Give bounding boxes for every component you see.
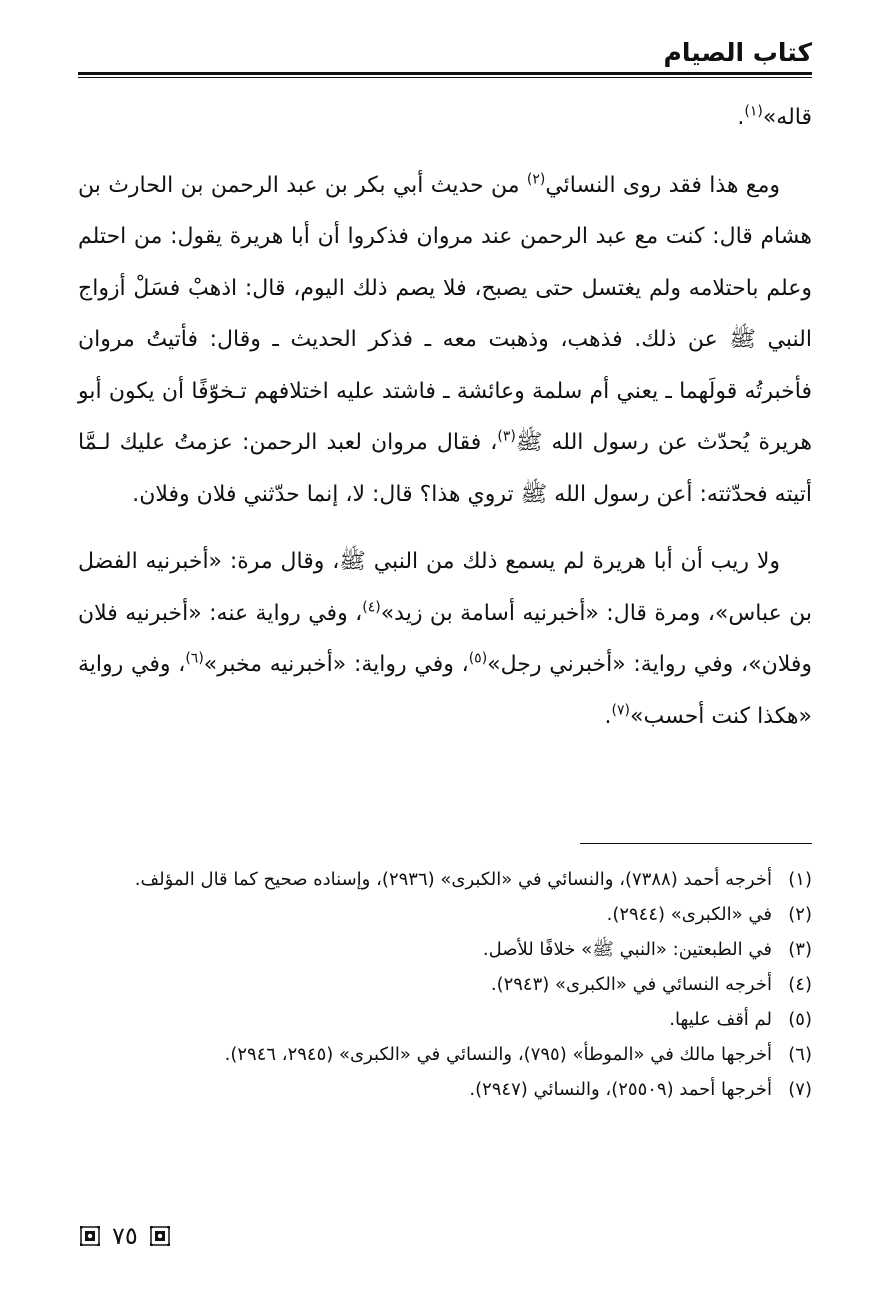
footnote-ref-5: (٥) <box>468 650 488 667</box>
footnote-number: (٦) <box>788 1044 812 1065</box>
footnote-number: (٥) <box>788 1009 812 1030</box>
paragraph-3-a: ولا ريب أن أبا هريرة لم يسمع ذلك من النبي ﷺ، وقال مرة: «أخبرنيه الفضل بن عباس»، ومرة قال: «أخبرنيه أسامة بن زيد» <box>78 549 812 626</box>
ornament-icon <box>150 1226 170 1246</box>
footnote-4 <box>78 967 812 1002</box>
footnote-ref-3: (٣) <box>497 428 516 445</box>
paragraph-1-text: قاله» <box>762 105 812 130</box>
footnote-6 <box>78 1037 812 1072</box>
footnote-number: (٢) <box>788 904 812 925</box>
paragraph-3-d: ، وفي رواية «هكذا كنت أحسب» <box>78 652 812 729</box>
page-number: ٧٥ <box>112 1222 138 1250</box>
paragraph-3-b: ، وفي رواية عنه: «أخبرنيه فلان وفلان»، وفي رواية: «أخبرني رجل» <box>78 600 812 677</box>
footnote-text: أخرجها أحمد (٢٥٥٠٩)، والنسائي (٢٩٤٧). <box>469 1079 772 1100</box>
footnote-separator <box>580 843 812 844</box>
header-rule-thin <box>78 77 812 78</box>
footnote-2 <box>78 897 812 932</box>
footnote-1 <box>78 862 812 897</box>
footnote-ref-6: (٦) <box>185 650 204 667</box>
footnote-text: أخرجه أحمد (٧٣٨٨)، والنسائي في «الكبرى» (٢٩٣٦)، وإسناده صحيح كما قال المؤلف. <box>134 869 772 890</box>
paragraph-1-end: . <box>737 105 745 130</box>
paragraph-3-e: . <box>604 703 612 729</box>
page-header <box>78 36 812 78</box>
footnote-ref-1: (١) <box>744 103 763 120</box>
page-number-block <box>80 1222 170 1250</box>
footnote-ref-2: (٢) <box>526 171 546 188</box>
paragraph-3 <box>78 536 812 742</box>
running-head-title: كتاب الصيام <box>663 38 812 67</box>
ornament-icon <box>80 1226 100 1246</box>
footnote-number: (١) <box>788 869 812 890</box>
footnote-text: في الطبعتين: «النبي ﷺ» خلافًا للأصل. <box>482 939 772 960</box>
paragraph-1 <box>78 92 812 144</box>
footnote-ref-4: (٤) <box>362 599 381 616</box>
paragraph-3-c: ، وفي رواية: «أخبرنيه مخبر» <box>203 652 469 677</box>
main-text <box>78 92 812 742</box>
footnote-7 <box>78 1072 812 1107</box>
footnote-text: لم أقف عليها. <box>669 1009 772 1030</box>
footnote-text: أخرجه النسائي في «الكبرى» (٢٩٤٣). <box>490 974 772 995</box>
footnote-ref-7: (٧) <box>611 702 631 719</box>
footnote-text: في «الكبرى» (٢٩٤٤). <box>606 904 772 925</box>
paragraph-2-b: من حديث أبي بكر بن عبد الرحمن بن الحارث بن هشام قال: كنت مع عبد الرحمن عند مروان فذكروا أن أبا هريرة يقول: من احتلم وعلم باحتلامه ولم يغتسل حتى يصبح، فلا يصم ذلك اليوم، قال: اذهبْ فسَلْ أزواج النبي ﷺ عن ذلك. فذهب، وذهبت معه ـ فذكر الحديث ـ وقال: فأتيتُ مروان فأخبرتُه قولَهما ـ يعني أم سلمة وعائشة ـ فاشتد عليه اختلافهم تـخوّفًا أن يكون أبو هريرة يُحدّث عن رسول الله ﷺ <box>78 172 812 455</box>
paragraph-2-c: ، فقال مروان لعبد الرحمن: عزمتُ عليك لـمَّا أتيته فحدّثته: أعن رسول الله ﷺ تروي هذا؟ قال: لا، إنما حدّثني فلان وفلان. <box>78 430 812 507</box>
paragraph-2 <box>78 160 812 521</box>
paragraph-2-a: ومع هذا فقد روى النسائي <box>545 172 780 198</box>
footnote-text: أخرجها مالك في «الموطأ» (٧٩٥)، والنسائي في «الكبرى» (٢٩٤٥، ٢٩٤٦). <box>224 1044 772 1065</box>
header-rule-thick <box>78 72 812 75</box>
footnote-number: (٣) <box>788 939 812 960</box>
footnote-3 <box>78 932 812 967</box>
footnote-5 <box>78 1002 812 1037</box>
footnote-number: (٤) <box>788 974 812 995</box>
footnotes <box>78 862 812 1107</box>
footnote-number: (٧) <box>788 1079 812 1100</box>
